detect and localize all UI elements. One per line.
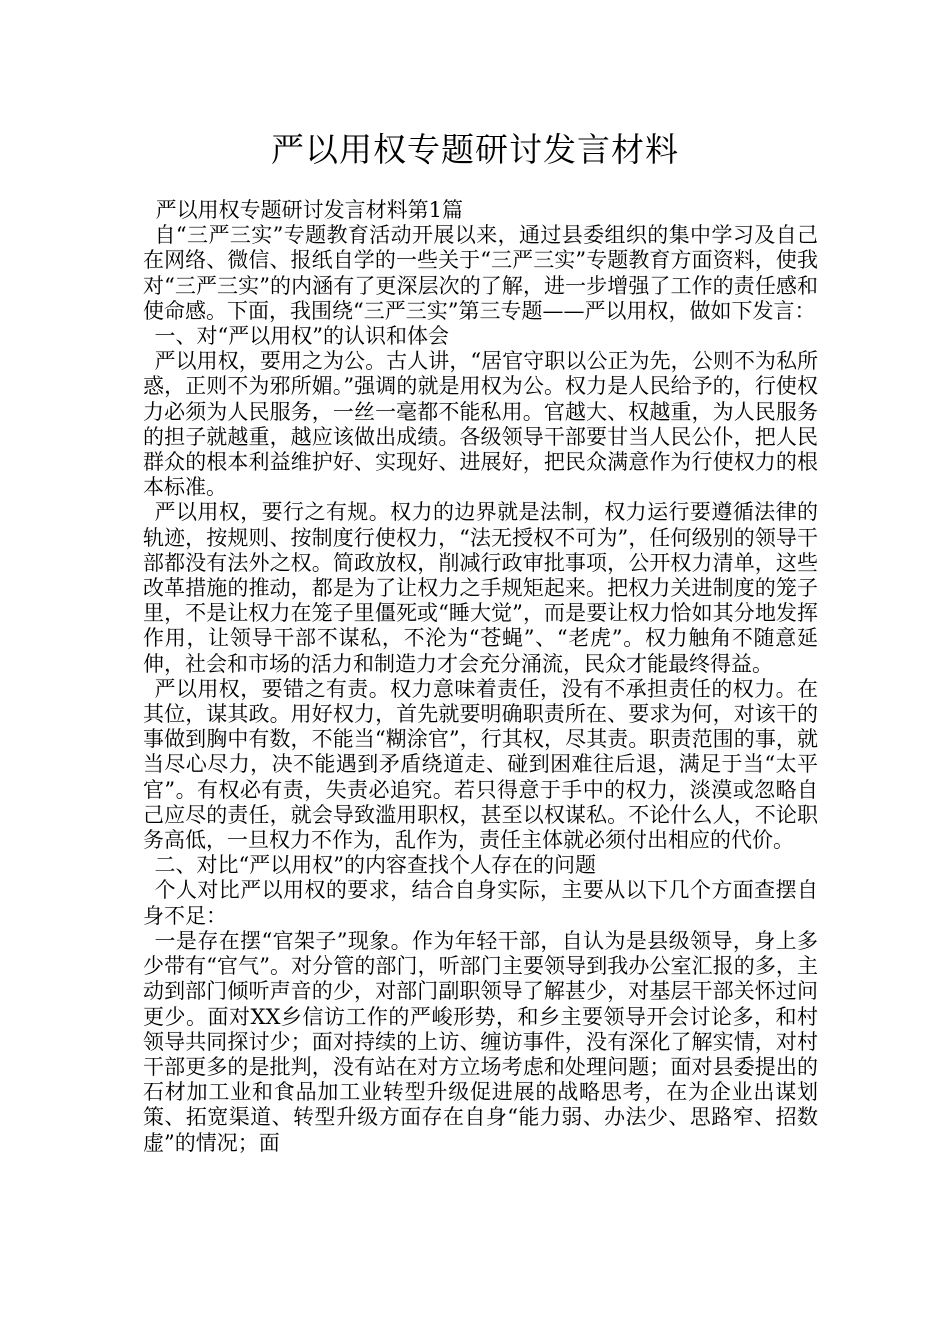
document-title: 严以用权专题研讨发言材料 [271, 130, 679, 169]
paragraph-responsibility: 严以用权，要错之有责。权力意味着责任，没有不承担责任的权力。在其位，谋其政。用好权力，首先就要明确职责所在、要求为何，对该干的事做到胸中有数，不能当“糊涂官”，行其权，尽其责。职责范围的事，就当尽心尽力，决不能遇到矛盾绕道走、碰到困难往后退，满足于当“太平官”。有权必有责，失责必追究。若只得意于手中的权力，淡漠或忽略自己应尽的责任，就会导致滥用职权，甚至以权谋私。不论什么人，不论职务高低，一旦权力不作为，乱作为，责任主体就必须付出相应的代价。 [143, 676, 818, 853]
document-body [143, 198, 818, 1156]
section-heading-1: 一、对“严以用权”的认识和体会 [154, 324, 450, 349]
paragraph-follow-rules: 严以用权，要行之有规。权力的边界就是法制，权力运行要遵循法律的轨迹，按规则、按制度行使权力，“法无授权不可为”，任何级别的领导干部都没有法外之权。简政放权，削减行政审批事项，公开权力清单，这些改革措施的推动，都是为了让权力之手规矩起来。把权力关进制度的笼子里，不是让权力在笼子里僵死或“睡大觉”，而是要让权力恰如其分地发挥作用，让领导干部不谋私，不沦为“苍蝇”、“老虎”。权力触角不随意延伸，社会和市场的活力和制造力才会充分涌流，民众才能最终得益。 [143, 500, 818, 676]
paragraph-use-for-public: 严以用权，要用之为公。古人讲，“居官守职以公正为先，公则不为私所惑，正则不为邪所媚。”强调的就是用权为公。权力是人民给予的，行使权力必须为人民服务，一丝一毫都不能私用。官越大、权越重，为人民服务的担子就越重，越应该做出成绩。各级领导干部要甘当人民公仆，把人民群众的根本利益维护好、实现好、进展好，把民众满意作为行使权力的根本标准。 [143, 349, 818, 500]
paragraph-intro: 自“三严三实”专题教育活动开展以来，通过县委组织的集中学习及自己在网络、微信、报纸自学的一些关于“三严三实”专题教育方面资料，使我对“三严三实”的内涵有了更深层次的了解，进一步增强了工作的责任感和使命感。下面，我围绕“三严三实”第三专题——严以用权，做如下发言： [143, 223, 818, 323]
paragraph-self-check-intro: 个人对比严以用权的要求，结合自身实际，主要从以下几个方面查摆自身不足： [143, 878, 818, 928]
paragraph-problem-1: 一是存在摆“官架子”现象。作为年轻干部，自认为是县级领导，身上多少带有“官气”。对分管的部门，听部门主要领导到我办公室汇报的多，主动到部门倾听声音的少，对部门副职领导了解甚少，对基层干部关怀过问更少。面对XX乡信访工作的严峻形势，和乡主要领导开会讨论多，和村领导共同探讨少；面对持续的上访、缠访事件，没有深化了解实情，对村干部更多的是批判，没有站在对方立场考虑和处理问题；面对县委提出的石材加工业和食品加工业转型升级促进展的战略思考，在为企业出谋划策、拓宽渠道、转型升级方面存在自身“能力弱、办法少、思路窄、招数虚”的情况；面 [143, 928, 818, 1155]
section-heading-2: 二、对比“严以用权”的内容查找个人存在的问题 [154, 853, 597, 878]
document-subtitle: 严以用权专题研讨发言材料第1篇 [155, 198, 463, 222]
